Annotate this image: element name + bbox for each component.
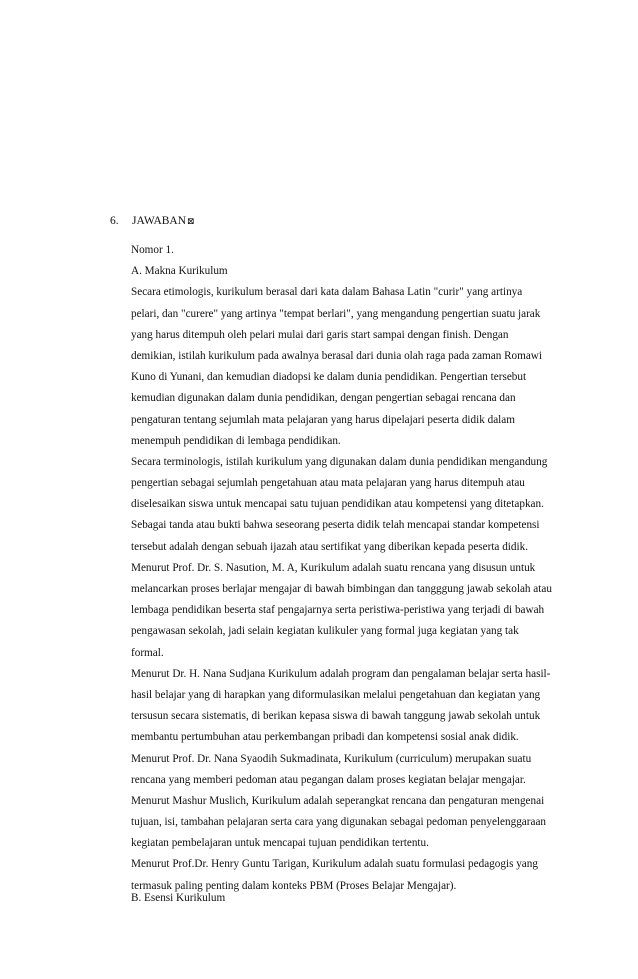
answer-body [131, 240, 576, 897]
text-line: demikian, istilah kurikulum pada awalnya berasal dari dunia olah raga pada zaman Romawi [131, 349, 542, 362]
text-line: Secara etimologis, kurikulum berasal dari kata dalam Bahasa Latin "curir" yang artinya [131, 286, 523, 299]
text-line: termasuk paling penting dalam konteks PBM (Proses Belajar Mengajar). [131, 879, 457, 892]
text-line: Kuno di Yunani, dan kemudian diadopsi ke dalam dunia pendidikan. Pengertian tersebut [131, 371, 527, 384]
section-heading [110, 214, 195, 228]
text-line: tersebut adalah dengan sebuah ijazah atau sertifikat yang diberikan kepada peserta didik. [131, 540, 528, 553]
text-line: Sebagai tanda atau bukti bahwa seseorang peserta didik telah mencapai standar kompetensi [131, 519, 540, 532]
text-line: tersusun secara sistematis, di berikan kepasa siswa di bawah tanggung jawab sekolah untuk [131, 710, 541, 723]
text-line: pengaturan tentang sejumlah mata pelajaran yang harus dipelajari peserta didik dalam [131, 413, 515, 426]
text-line: Secara terminologis, istilah kurikulum yang digunakan dalam dunia pendidikan mengandung [131, 455, 548, 468]
text-line: rencana yang memberi pedoman atau pegangan dalam proses kegiatan belajar mengajar. [131, 773, 526, 786]
text-line: diselesaikan siswa untuk mencapai satu tujuan pendidikan atau kompetensi yang ditetapkan. [131, 498, 544, 511]
text-line: Menurut Prof. Dr. Nana Syaodih Sukmadinata, Kurikulum (curriculum) merupakan suatu [131, 752, 532, 765]
text-line: pengertian sebagai sejumlah pengetahuan atau mata pelajaran yang harus ditempuh atau [131, 477, 525, 490]
text-line: kemudian digunakan dalam dunia pendidikan, dengan pengertian sebagai rencana dan [131, 392, 516, 405]
text-line: pengawasan sekolah, jadi selain kegiatan kulikuler yang formal juga kegiatan yang tak [131, 625, 519, 638]
text-line: pelari, dan "curere" yang artinya "tempat berlari", yang mengandung pengertian suatu jarak [131, 307, 541, 320]
text-line: membantu pertumbuhan atau perkembangan pribadi dan kompetensi sosial anak didik. [131, 731, 519, 744]
text-line: yang harus ditempuh oleh pelari mulai dari garis start sampai dengan finish. Dengan [131, 328, 509, 341]
checkbox-glyph-icon: ⊠ [187, 216, 195, 226]
text-line: menempuh pendidikan di lembaga pendidikan. [131, 434, 341, 447]
text-line: Nomor 1. [131, 244, 174, 256]
section-b-heading: B. Esensi Kurikulum [131, 892, 226, 904]
text-line: kegiatan pembelajaran untuk mencapai tujuan pendidikan tertentu. [131, 837, 429, 850]
text-line: melancarkan proses berlajar mengajar di bawah bimbingan dan tangggung jawab sekolah atau [131, 583, 552, 595]
text-line: tujuan, isi, tambahan pelajaran serta cara yang digunakan sebagai pedoman penyelenggaraan [131, 816, 547, 829]
heading-number: 6. [110, 215, 119, 227]
text-line: Menurut Dr. H. Nana Sudjana Kurikulum adalah program dan pengalaman belajar serta hasil- [131, 667, 551, 680]
heading-title: JAWABAN [132, 215, 187, 227]
text-line: formal. [131, 646, 164, 659]
text-line: Menurut Mashur Muslich, Kurikulum adalah seperangkat rencana dan pengaturan mengenai [131, 794, 545, 807]
text-line: Menurut Prof. Dr. S. Nasution, M. A, Kurikulum adalah suatu rencana yang disusun untuk [131, 561, 536, 574]
text-line: hasil belajar yang di harapkan yang diformulasikan melalui pengetahuan dan kegiatan yang [131, 688, 541, 701]
text-line: A. Makna Kurikulum [131, 265, 228, 278]
text-line: Menurut Prof.Dr. Henry Guntu Tarigan, Kurikulum adalah suatu formulasi pedagogis yang [131, 858, 538, 871]
text-line: lembaga pendidikan beserta staf pengajarnya serta peristiwa-peristiwa yang terjadi di bawah [131, 604, 545, 617]
